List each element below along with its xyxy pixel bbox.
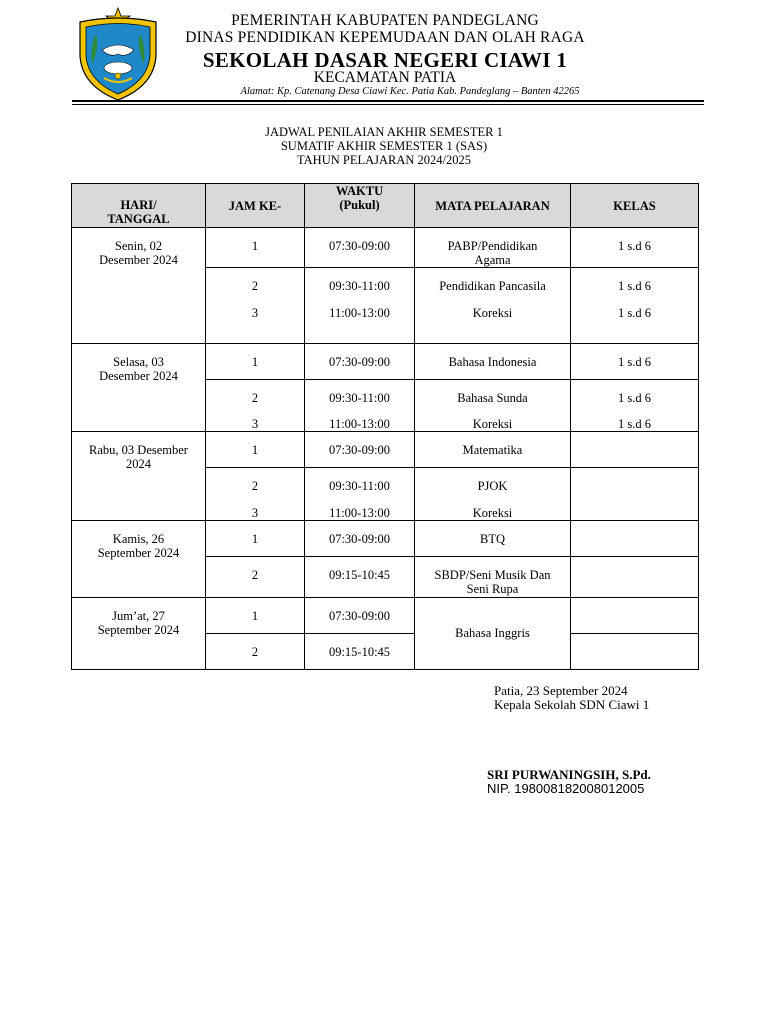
header-hari-tanggal: HARI/ TANGGAL xyxy=(72,184,206,228)
waktu-cell: 07:30-09:00 xyxy=(305,228,415,268)
day-cell: Kamis, 26 September 2024 xyxy=(72,521,206,598)
mapel-cell: Pendidikan Pancasila Koreksi xyxy=(415,268,571,344)
kelas-cell xyxy=(571,557,699,598)
waktu-cell: 09:15-10:45 xyxy=(305,634,415,670)
mapel-cell: SBDP/Seni Musik Dan Seni Rupa xyxy=(415,557,571,598)
signature-place-date: Patia, 23 September 2024 xyxy=(494,683,628,698)
mapel-cell: Bahasa Indonesia xyxy=(415,344,571,380)
letterhead-government: PEMERINTAH KABUPATEN PANDEGLANG xyxy=(231,12,539,29)
waktu-cell: 07:30-09:00 xyxy=(305,432,415,468)
day-cell: Senin, 02 Desember 2024 xyxy=(72,228,206,344)
document-title: JADWAL PENILAIAN AKHIR SEMESTER 1 xyxy=(265,125,503,139)
letterhead-district: KECAMATAN PATIA xyxy=(313,69,457,86)
letterhead-divider-thin xyxy=(72,104,704,105)
jam-cell: 1 xyxy=(206,228,305,268)
jam-cell: 2 3 xyxy=(206,268,305,344)
signature-nip: NIP. 198008182008012005 xyxy=(487,781,645,796)
jam-cell: 2 xyxy=(206,557,305,598)
jam-cell: 1 xyxy=(206,598,305,634)
header-kelas: KELAS xyxy=(571,184,699,228)
letterhead-school-name: SEKOLAH DASAR NEGERI CIAWI 1 xyxy=(202,48,568,72)
letterhead-divider-thick xyxy=(72,100,704,102)
kelas-cell xyxy=(571,521,699,557)
jam-cell: 2 xyxy=(206,634,305,670)
header-jam: JAM KE- xyxy=(206,184,305,228)
jam-cell: 2 3 xyxy=(206,468,305,521)
table-row xyxy=(72,228,699,268)
kelas-cell: 1 s.d 6 xyxy=(571,228,699,268)
mapel-cell: Matematika xyxy=(415,432,571,468)
kelas-cell: 1 s.d 6 1 s.d 6 xyxy=(571,380,699,432)
letterhead-department: DINAS PENDIDIKAN KEPEMUDAAN DAN OLAH RAGA xyxy=(185,29,585,46)
kelas-cell: 1 s.d 6 xyxy=(571,344,699,380)
signature-position: Kepala Sekolah SDN Ciawi 1 xyxy=(494,697,650,712)
waktu-cell: 07:30-09:00 xyxy=(305,344,415,380)
day-cell: Rabu, 03 Desember 2024 xyxy=(72,432,206,521)
table-row xyxy=(72,344,699,380)
waktu-cell: 07:30-09:00 xyxy=(305,598,415,634)
mapel-cell: PJOK Koreksi xyxy=(415,468,571,521)
header-mata-pelajaran: MATA PELAJARAN xyxy=(415,184,571,228)
mapel-cell: Bahasa Inggris xyxy=(415,598,571,670)
mapel-cell: BTQ xyxy=(415,521,571,557)
kelas-cell xyxy=(571,468,699,521)
waktu-cell: 09:30-11:00 11:00-13:00 xyxy=(305,268,415,344)
table-row xyxy=(72,432,699,468)
waktu-cell: 07:30-09:00 xyxy=(305,521,415,557)
jam-cell: 1 xyxy=(206,344,305,380)
kelas-cell xyxy=(571,634,699,670)
document-academic-year: TAHUN PELAJARAN 2024/2025 xyxy=(297,153,471,167)
mapel-cell: PABP/Pendidikan Agama xyxy=(415,228,571,268)
letterhead-address: Alamat: Kp. Catenang Desa Ciawi Kec. Patia Kab. Pandeglang – Banten 42265 xyxy=(240,86,580,97)
kelas-cell: 1 s.d 6 1 s.d 6 xyxy=(571,268,699,344)
header-waktu: WAKTU (Pukul) xyxy=(305,184,415,228)
jam-cell: 1 xyxy=(206,432,305,468)
jam-cell: 1 xyxy=(206,521,305,557)
mapel-cell: Bahasa Sunda Koreksi xyxy=(415,380,571,432)
day-cell: Selasa, 03 Desember 2024 xyxy=(72,344,206,432)
table-header-row xyxy=(72,184,699,228)
exam-schedule-table xyxy=(71,183,699,670)
waktu-cell: 09:15-10:45 xyxy=(305,557,415,598)
jam-cell: 2 3 xyxy=(206,380,305,432)
document-subtitle: SUMATIF AKHIR SEMESTER 1 (SAS) xyxy=(280,139,488,153)
day-cell: Jum’at, 27 September 2024 xyxy=(72,598,206,670)
waktu-cell: 09:30-11:00 11:00-13:00 xyxy=(305,380,415,432)
table-row xyxy=(72,521,699,557)
kelas-cell xyxy=(571,432,699,468)
table-row xyxy=(72,598,699,634)
waktu-cell: 09:30-11:00 11:00-13:00 xyxy=(305,468,415,521)
kelas-cell xyxy=(571,598,699,634)
signature-name: SRI PURWANINGSIH, S.Pd. xyxy=(487,767,651,782)
